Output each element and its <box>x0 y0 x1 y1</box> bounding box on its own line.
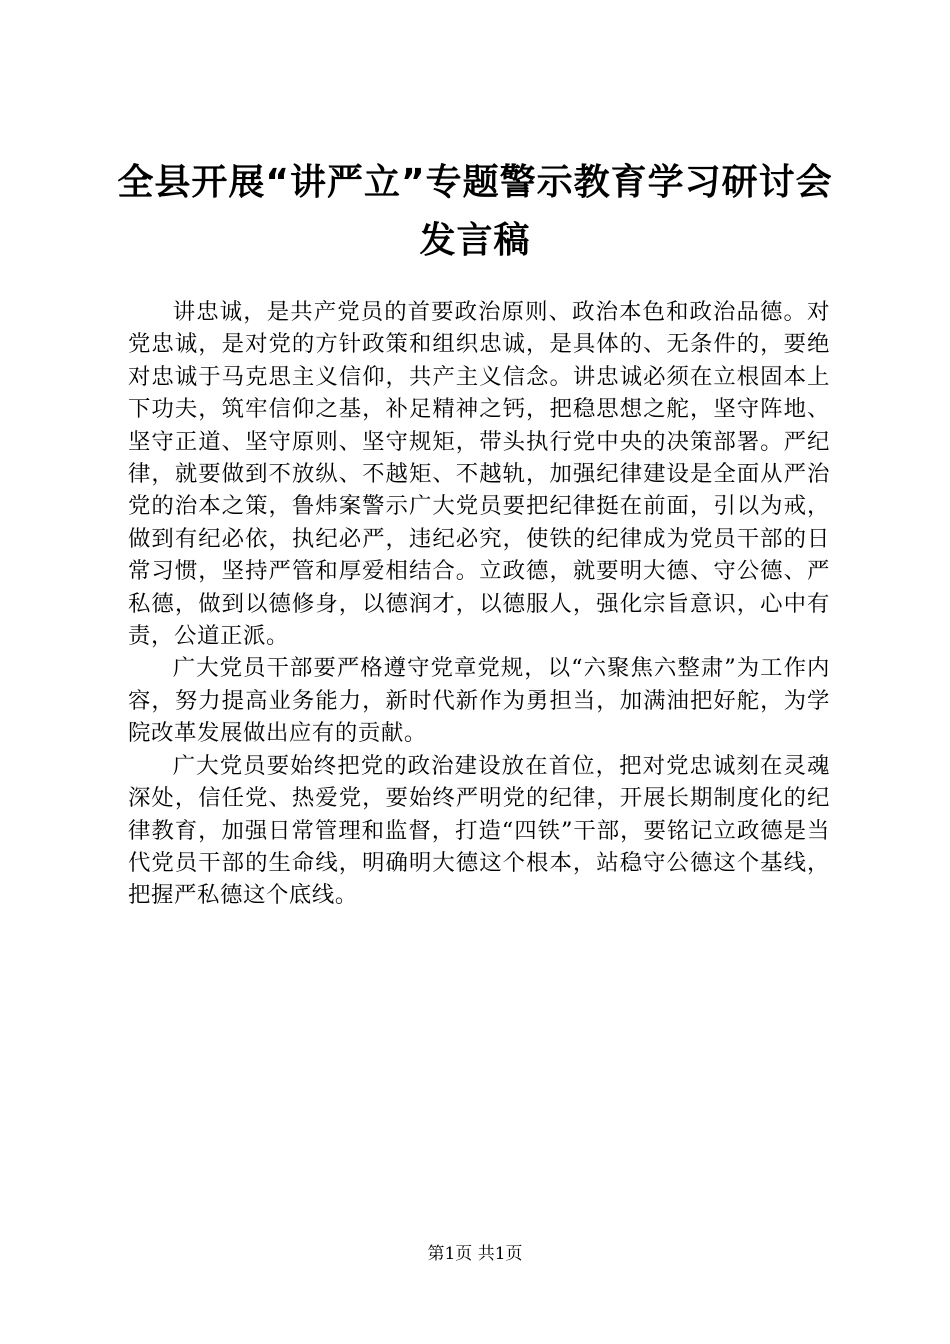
body-paragraph: 讲忠诚，是共产党员的首要政治原则、政治本色和政治品德。对党忠诚，是对党的方针政策和组织忠诚，是具体的、无条件的，要绝对忠诚于马克思主义信仰，共产主义信念。讲忠诚必须在立根固本上下功夫，筑牢信仰之基，补足精神之钙，把稳思想之舵，坚守阵地、坚守正道、坚守原则、坚守规矩，带头执行党中央的决策部署。严纪律，就要做到不放纵、不越矩、不越轨，加强纪律建设是全面从严治党的治本之策，鲁炜案警示广大党员要把纪律挺在前面，引以为戒，做到有纪必依，执纪必严，违纪必究，使铁的纪律成为党员干部的日常习惯，坚持严管和厚爱相结合。立政德，就要明大德、守公德、严私德，做到以德修身，以德润才，以德服人，强化宗旨意识，心中有责，公道正派。 <box>128 299 830 650</box>
body-paragraph: 广大党员要始终把党的政治建设放在首位，把对党忠诚刻在灵魂深处，信任党、热爱党，要始终严明党的纪律，开展长期制度化的纪律教育，加强日常管理和监督，打造“四铁”干部，要铭记立政德是当代党员干部的生命线，明确明大德这个根本，站稳守公德这个基线，把握严私德这个底线。 <box>128 752 830 909</box>
document-title: 全县开展“讲严立”专题警示教育学习研讨会 <box>117 162 833 203</box>
body-paragraph: 广大党员干部要严格遵守党章党规，以“六聚焦六整肃”为工作内容，努力提高业务能力，新时代新作为勇担当，加满油把好舵，为学院改革发展做出应有的贡献。 <box>128 655 830 747</box>
page-number-footer: 第1页 共1页 <box>427 1244 523 1264</box>
document-title-continued: 发言稿 <box>419 220 531 261</box>
document-body <box>128 296 830 912</box>
